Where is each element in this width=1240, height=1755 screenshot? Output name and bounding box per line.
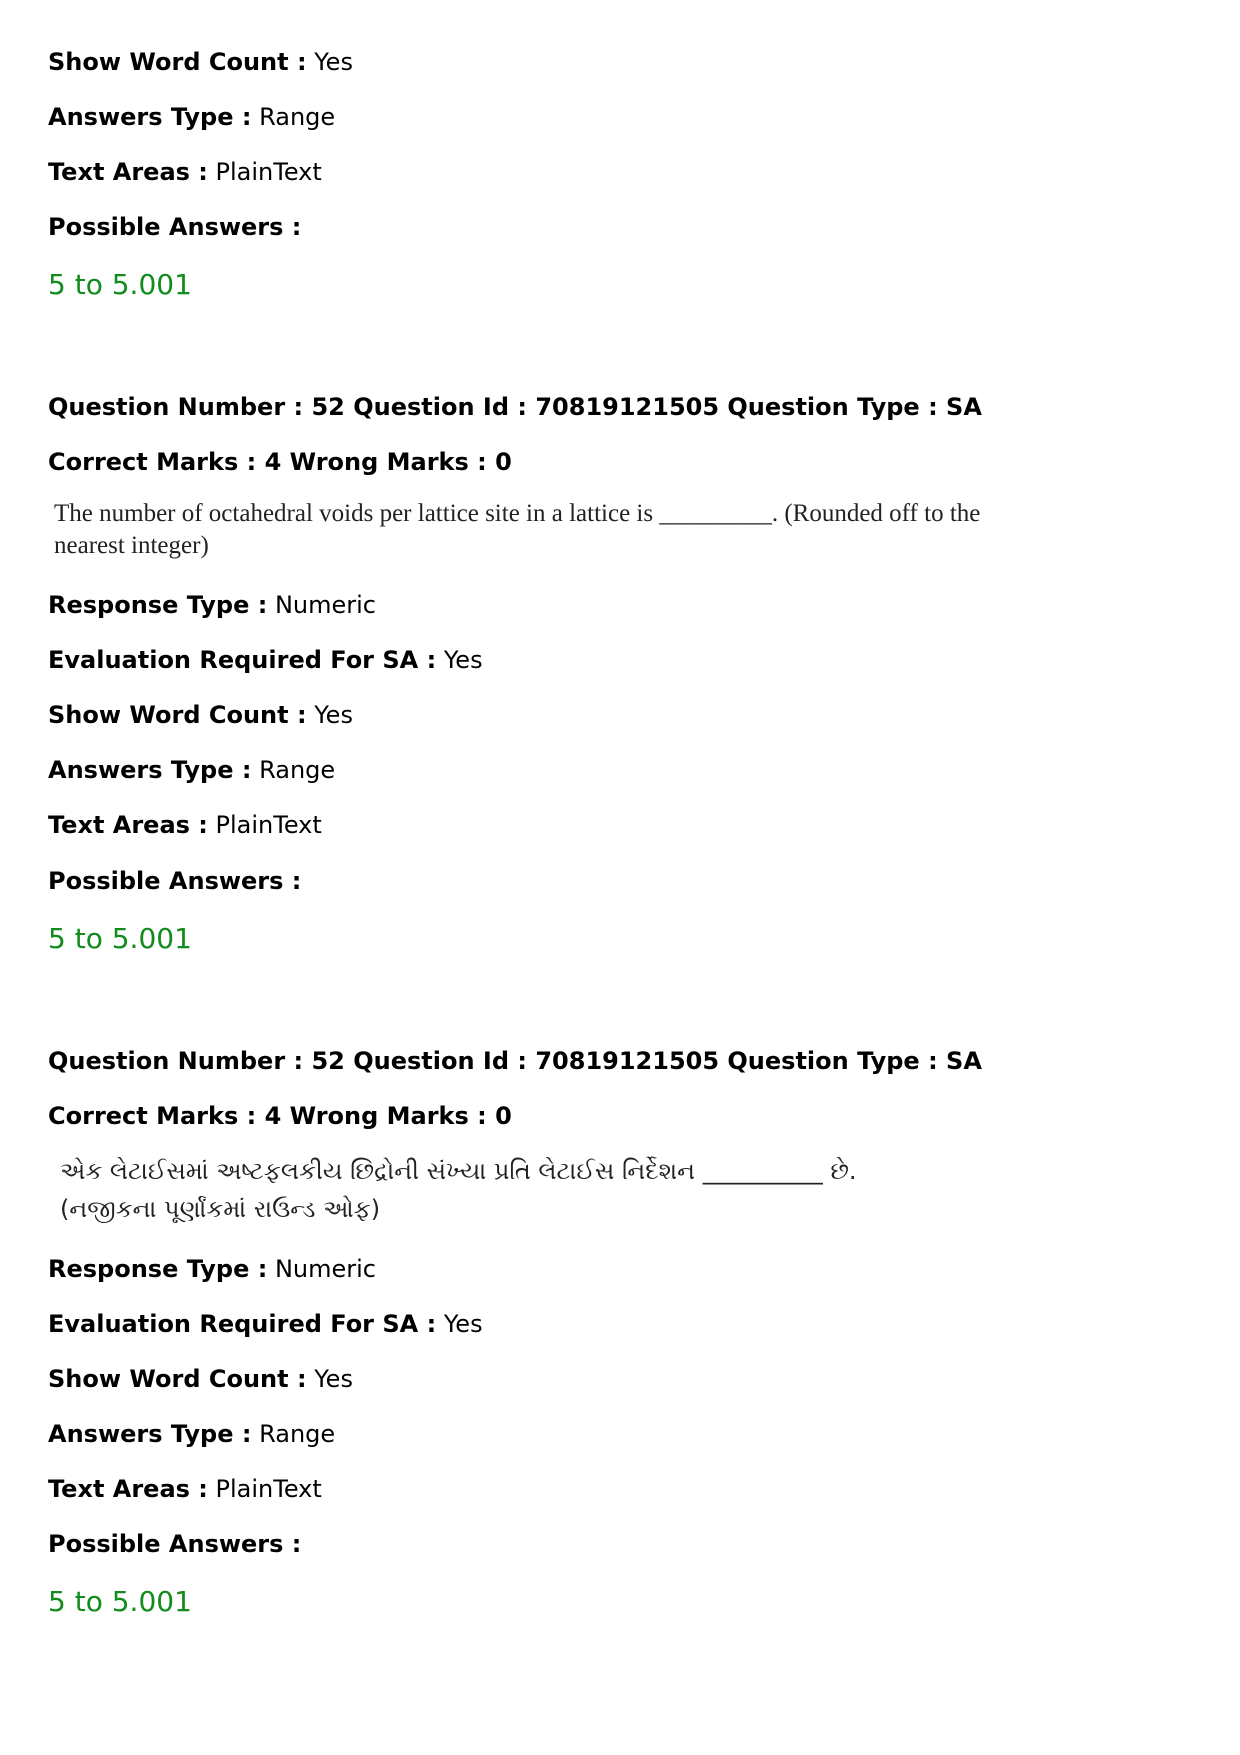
possible-answers-label: Possible Answers : xyxy=(48,1530,302,1558)
wrong-marks-value: 0 xyxy=(495,1102,512,1130)
text-areas-value: PlainText xyxy=(215,1475,322,1503)
question-text-gujarati xyxy=(60,1152,857,1228)
question-id-label: Question Id : xyxy=(353,1047,527,1075)
wrong-marks-label: Wrong Marks : xyxy=(289,448,487,476)
answers-type-value: Range xyxy=(259,103,336,131)
text-areas-value: PlainText xyxy=(215,811,322,839)
question-type-label: Question Type : xyxy=(727,1047,938,1075)
text-areas-row xyxy=(48,810,322,840)
show-word-count-label: Show Word Count : xyxy=(48,48,307,76)
evaluation-required-value: Yes xyxy=(443,646,483,674)
question-id-label: Question Id : xyxy=(353,393,527,421)
question-type-value: SA xyxy=(946,393,982,421)
question-text-english xyxy=(54,498,980,562)
possible-answer-value: 5 to 5.001 xyxy=(48,1585,192,1618)
possible-answers-row xyxy=(48,866,301,896)
text-areas-value: PlainText xyxy=(215,158,322,186)
possible-answers-label: Possible Answers : xyxy=(48,213,302,241)
show-word-count-value: Yes xyxy=(314,1365,353,1393)
answers-type-row xyxy=(48,102,335,132)
answers-type-row xyxy=(48,755,335,785)
question-line-1: એક લેટાઈસમાં અષ્ટફલકીય છિદ્રોની સંખ્યા પ્રતિ લેટાઈસ નિર્દેશન __________ છે. xyxy=(60,1157,857,1185)
answers-type-label: Answers Type : xyxy=(48,103,252,131)
answers-type-label: Answers Type : xyxy=(48,756,252,784)
text-areas-label: Text Areas : xyxy=(48,1475,208,1503)
question-header xyxy=(48,392,982,422)
show-word-count-row xyxy=(48,47,353,77)
answers-type-value: Range xyxy=(259,756,336,784)
question-line-2: (નજીકના પૂર્ણાંકમાં રાઉન્ડ ઓફ) xyxy=(60,1195,381,1223)
show-word-count-value: Yes xyxy=(314,701,353,729)
evaluation-required-label: Evaluation Required For SA : xyxy=(48,646,437,674)
response-type-label: Response Type : xyxy=(48,591,268,619)
question-line-2: nearest integer) xyxy=(54,532,209,559)
marks-row xyxy=(48,447,512,477)
possible-answer-value: 5 to 5.001 xyxy=(48,922,192,955)
text-areas-row xyxy=(48,1474,322,1504)
question-type-label: Question Type : xyxy=(727,393,938,421)
question-number-value: 52 xyxy=(311,393,345,421)
correct-marks-value: 4 xyxy=(264,448,282,476)
question-id-value: 70819121505 xyxy=(535,1047,720,1075)
possible-answer-value: 5 to 5.001 xyxy=(48,268,192,301)
question-number-value: 52 xyxy=(311,1047,345,1075)
correct-marks-label: Correct Marks : xyxy=(48,1102,257,1130)
question-type-value: SA xyxy=(946,1047,982,1075)
question-header xyxy=(48,1046,982,1076)
evaluation-required-value: Yes xyxy=(443,1310,483,1338)
response-type-value: Numeric xyxy=(274,591,376,619)
question-number-label: Question Number : xyxy=(48,393,304,421)
wrong-marks-label: Wrong Marks : xyxy=(289,1102,487,1130)
question-line-1: The number of octahedral voids per lattice site in a lattice is _________. (Rounded off to the xyxy=(54,500,981,527)
answers-type-label: Answers Type : xyxy=(48,1420,252,1448)
evaluation-required-label: Evaluation Required For SA : xyxy=(48,1310,437,1338)
show-word-count-label: Show Word Count : xyxy=(48,1365,307,1393)
evaluation-required-row xyxy=(48,1309,483,1339)
question-id-value: 70819121505 xyxy=(535,393,720,421)
show-word-count-value: Yes xyxy=(314,48,353,76)
possible-answers-label: Possible Answers : xyxy=(48,867,302,895)
response-type-value: Numeric xyxy=(274,1255,376,1283)
question-number-label: Question Number : xyxy=(48,1047,304,1075)
response-type-label: Response Type : xyxy=(48,1255,268,1283)
correct-marks-label: Correct Marks : xyxy=(48,448,257,476)
possible-answers-row xyxy=(48,1529,301,1559)
evaluation-required-row xyxy=(48,645,483,675)
answers-type-row xyxy=(48,1419,335,1449)
wrong-marks-value: 0 xyxy=(495,448,512,476)
response-type-row xyxy=(48,590,376,620)
text-areas-label: Text Areas : xyxy=(48,158,208,186)
text-areas-row xyxy=(48,157,322,187)
show-word-count-row xyxy=(48,1364,353,1394)
possible-answers-row xyxy=(48,212,301,242)
correct-marks-value: 4 xyxy=(264,1102,282,1130)
marks-row xyxy=(48,1101,512,1131)
show-word-count-label: Show Word Count : xyxy=(48,701,307,729)
answers-type-value: Range xyxy=(259,1420,336,1448)
response-type-row xyxy=(48,1254,376,1284)
show-word-count-row xyxy=(48,700,353,730)
text-areas-label: Text Areas : xyxy=(48,811,208,839)
